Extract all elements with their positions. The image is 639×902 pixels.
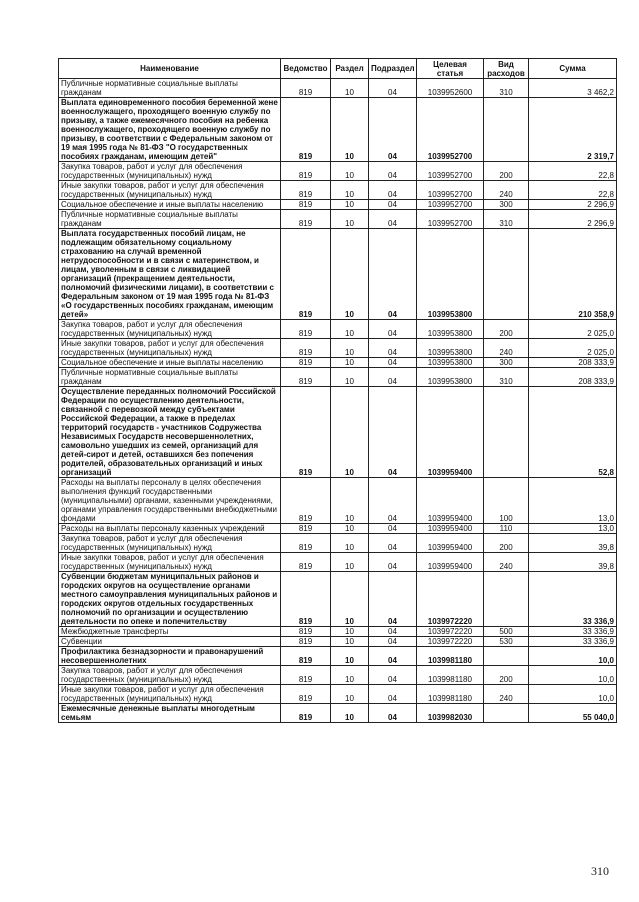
budget-table — [58, 58, 617, 723]
cell-section: 10 — [331, 320, 369, 339]
cell-department: 819 — [281, 637, 331, 647]
cell-sum: 33 336,9 — [529, 637, 617, 647]
cell-section: 10 — [331, 200, 369, 210]
cell-expense-type: 500 — [484, 627, 529, 637]
cell-department: 819 — [281, 685, 331, 704]
cell-sum: 22,8 — [529, 162, 617, 181]
cell-target-article: 1039959400 — [417, 534, 484, 553]
cell-department: 819 — [281, 387, 331, 478]
cell-name: Выплата единовременного пособия беременной жене военнослужащего, проходящего военную службу по призыву, а также ежемесячного пособия на ребенка военнослужащего, проходящего военную службу по призыву, в соответствии с Федеральным законом от 19 мая 1995 года № 81-ФЗ "О государственных пособиях гражданам, имеющим детей" — [59, 98, 281, 162]
cell-expense-type — [484, 647, 529, 666]
cell-name: Выплата государственных пособий лицам, не подлежащим обязательному социальному страхованию на случай временной нетрудоспособности и в связи с материнством, и лицам, уволенным в связи с ликвидацией организаций (прекращением деятельности, полномочий физическими лицами), в соответствии с Федеральным законом от 19 мая 1995 года № 81-ФЗ «О государственных пособиях гражданам, имеющим детей» — [59, 229, 281, 320]
cell-section: 10 — [331, 572, 369, 627]
table-row — [59, 478, 617, 524]
cell-name: Расходы на выплаты персоналу казенных учреждений — [59, 524, 281, 534]
cell-target-article: 1039953800 — [417, 320, 484, 339]
cell-sum: 52,8 — [529, 387, 617, 478]
cell-sum: 33 336,9 — [529, 572, 617, 627]
cell-sum: 22,8 — [529, 181, 617, 200]
header-section: Раздел — [331, 59, 369, 79]
table-row — [59, 572, 617, 627]
cell-department: 819 — [281, 98, 331, 162]
table-row — [59, 229, 617, 320]
cell-department: 819 — [281, 358, 331, 368]
cell-subsection: 04 — [369, 368, 417, 387]
cell-expense-type: 240 — [484, 181, 529, 200]
cell-expense-type: 200 — [484, 534, 529, 553]
cell-sum: 3 462,2 — [529, 79, 617, 98]
table-header-row — [59, 59, 617, 79]
cell-target-article: 1039972220 — [417, 572, 484, 627]
cell-department: 819 — [281, 320, 331, 339]
cell-subsection: 04 — [369, 229, 417, 320]
cell-target-article: 1039953800 — [417, 229, 484, 320]
cell-section: 10 — [331, 79, 369, 98]
cell-sum: 33 336,9 — [529, 627, 617, 637]
cell-section: 10 — [331, 229, 369, 320]
header-expense-type: Вид расходов — [484, 59, 529, 79]
cell-sum: 2 025,0 — [529, 339, 617, 358]
table-row — [59, 524, 617, 534]
table-row — [59, 637, 617, 647]
table-row — [59, 200, 617, 210]
table-row — [59, 181, 617, 200]
table-row — [59, 98, 617, 162]
cell-subsection: 04 — [369, 98, 417, 162]
cell-name: Межбюджетные трансферты — [59, 627, 281, 637]
cell-department: 819 — [281, 572, 331, 627]
cell-target-article: 1039972220 — [417, 637, 484, 647]
cell-expense-type: 110 — [484, 524, 529, 534]
cell-sum: 208 333,9 — [529, 358, 617, 368]
table-row — [59, 210, 617, 229]
cell-sum: 10,0 — [529, 685, 617, 704]
cell-expense-type: 240 — [484, 339, 529, 358]
cell-name: Публичные нормативные социальные выплаты гражданам — [59, 368, 281, 387]
cell-sum: 210 358,9 — [529, 229, 617, 320]
cell-section: 10 — [331, 387, 369, 478]
cell-department: 819 — [281, 210, 331, 229]
header-department: Ведомство — [281, 59, 331, 79]
cell-department: 819 — [281, 79, 331, 98]
cell-sum: 10,0 — [529, 666, 617, 685]
cell-subsection: 04 — [369, 387, 417, 478]
cell-expense-type — [484, 98, 529, 162]
cell-section: 10 — [331, 647, 369, 666]
cell-name: Закупка товаров, работ и услуг для обеспечения государственных (муниципальных) нужд — [59, 162, 281, 181]
cell-subsection: 04 — [369, 320, 417, 339]
cell-target-article: 1039952700 — [417, 210, 484, 229]
cell-target-article: 1039953800 — [417, 339, 484, 358]
table-row — [59, 339, 617, 358]
cell-section: 10 — [331, 358, 369, 368]
cell-expense-type — [484, 572, 529, 627]
cell-target-article: 1039952600 — [417, 79, 484, 98]
cell-section: 10 — [331, 637, 369, 647]
cell-department: 819 — [281, 181, 331, 200]
cell-target-article: 1039953800 — [417, 368, 484, 387]
cell-target-article: 1039953800 — [417, 358, 484, 368]
cell-section: 10 — [331, 534, 369, 553]
cell-section: 10 — [331, 553, 369, 572]
table-row — [59, 627, 617, 637]
cell-name: Закупка товаров, работ и услуг для обеспечения государственных (муниципальных) нужд — [59, 534, 281, 553]
cell-name: Ежемесячные денежные выплаты многодетным семьям — [59, 704, 281, 723]
cell-section: 10 — [331, 524, 369, 534]
cell-sum: 2 296,9 — [529, 210, 617, 229]
header-sum: Сумма — [529, 59, 617, 79]
cell-section: 10 — [331, 666, 369, 685]
cell-sum: 208 333,9 — [529, 368, 617, 387]
cell-expense-type: 240 — [484, 553, 529, 572]
cell-expense-type: 310 — [484, 368, 529, 387]
table-row — [59, 162, 617, 181]
cell-department: 819 — [281, 534, 331, 553]
cell-sum: 2 296,9 — [529, 200, 617, 210]
cell-sum: 2 025,0 — [529, 320, 617, 339]
cell-subsection: 04 — [369, 358, 417, 368]
cell-name: Иные закупки товаров, работ и услуг для обеспечения государственных (муниципальных) нужд — [59, 339, 281, 358]
cell-section: 10 — [331, 98, 369, 162]
cell-subsection: 04 — [369, 666, 417, 685]
cell-name: Расходы на выплаты персоналу в целях обеспечения выполнения функций государственными (муниципальными) органами, казенными учреждениями, органами управления государственными внебюджетными фондами — [59, 478, 281, 524]
cell-name: Профилактика безнадзорности и правонарушений несовершеннолетних — [59, 647, 281, 666]
table-row — [59, 666, 617, 685]
table-row — [59, 368, 617, 387]
cell-subsection: 04 — [369, 647, 417, 666]
table-row — [59, 534, 617, 553]
cell-department: 819 — [281, 704, 331, 723]
cell-department: 819 — [281, 666, 331, 685]
cell-subsection: 04 — [369, 339, 417, 358]
table-row — [59, 320, 617, 339]
cell-section: 10 — [331, 210, 369, 229]
cell-subsection: 04 — [369, 210, 417, 229]
header-subsection: Подраздел — [369, 59, 417, 79]
cell-subsection: 04 — [369, 200, 417, 210]
table-row — [59, 387, 617, 478]
cell-subsection: 04 — [369, 553, 417, 572]
cell-target-article: 1039959400 — [417, 478, 484, 524]
cell-expense-type: 310 — [484, 79, 529, 98]
cell-target-article: 1039952700 — [417, 181, 484, 200]
cell-target-article: 1039952700 — [417, 162, 484, 181]
cell-department: 819 — [281, 229, 331, 320]
cell-subsection: 04 — [369, 572, 417, 627]
cell-sum: 13,0 — [529, 524, 617, 534]
cell-target-article: 1039981180 — [417, 647, 484, 666]
cell-name: Публичные нормативные социальные выплаты гражданам — [59, 79, 281, 98]
cell-target-article: 1039959400 — [417, 553, 484, 572]
cell-expense-type: 200 — [484, 666, 529, 685]
cell-expense-type: 240 — [484, 685, 529, 704]
cell-subsection: 04 — [369, 627, 417, 637]
cell-sum: 13,0 — [529, 478, 617, 524]
cell-department: 819 — [281, 339, 331, 358]
cell-department: 819 — [281, 647, 331, 666]
table-body — [59, 79, 617, 723]
cell-department: 819 — [281, 553, 331, 572]
cell-target-article: 1039959400 — [417, 524, 484, 534]
cell-department: 819 — [281, 368, 331, 387]
cell-department: 819 — [281, 478, 331, 524]
cell-expense-type: 200 — [484, 162, 529, 181]
cell-expense-type: 530 — [484, 637, 529, 647]
cell-subsection: 04 — [369, 79, 417, 98]
cell-section: 10 — [331, 162, 369, 181]
cell-expense-type — [484, 387, 529, 478]
cell-section: 10 — [331, 181, 369, 200]
cell-expense-type — [484, 704, 529, 723]
cell-expense-type: 200 — [484, 320, 529, 339]
cell-target-article: 1039952700 — [417, 200, 484, 210]
cell-name: Субвенции бюджетам муниципальных районов и городских округов на осуществление органами местного самоуправления муниципальных районов и городских округов отдельных государственных полномочий по организации и осуществлению деятельности по опеке и попечительству — [59, 572, 281, 627]
cell-expense-type: 300 — [484, 200, 529, 210]
table-row — [59, 553, 617, 572]
cell-department: 819 — [281, 627, 331, 637]
table-row — [59, 647, 617, 666]
cell-section: 10 — [331, 685, 369, 704]
cell-target-article: 1039982030 — [417, 704, 484, 723]
cell-expense-type: 100 — [484, 478, 529, 524]
cell-department: 819 — [281, 200, 331, 210]
cell-name: Закупка товаров, работ и услуг для обеспечения государственных (муниципальных) нужд — [59, 320, 281, 339]
cell-section: 10 — [331, 339, 369, 358]
cell-subsection: 04 — [369, 162, 417, 181]
header-target-article: Целевая статья — [417, 59, 484, 79]
cell-name: Иные закупки товаров, работ и услуг для обеспечения государственных (муниципальных) нужд — [59, 685, 281, 704]
cell-sum: 55 040,0 — [529, 704, 617, 723]
table-row — [59, 685, 617, 704]
header-name: Наименование — [59, 59, 281, 79]
cell-target-article: 1039981180 — [417, 685, 484, 704]
table-row — [59, 704, 617, 723]
cell-sum: 39,8 — [529, 553, 617, 572]
cell-name: Социальное обеспечение и иные выплаты населению — [59, 200, 281, 210]
cell-name: Осуществление переданных полномочий Российской Федерации по осуществлению деятельности, связанной с перевозкой между субъектами Российской Федерации, а также в пределах территорий государств - участников Содружества Независимых Государств несовершеннолетних, самовольно ушедших из семей, организаций для детей-сирот и детей, оставшихся без попечения родителей, образовательных организаций и иных организаций — [59, 387, 281, 478]
cell-subsection: 04 — [369, 685, 417, 704]
cell-section: 10 — [331, 368, 369, 387]
cell-department: 819 — [281, 162, 331, 181]
cell-section: 10 — [331, 627, 369, 637]
cell-subsection: 04 — [369, 637, 417, 647]
cell-department: 819 — [281, 524, 331, 534]
cell-name: Публичные нормативные социальные выплаты гражданам — [59, 210, 281, 229]
cell-subsection: 04 — [369, 704, 417, 723]
cell-expense-type — [484, 229, 529, 320]
cell-subsection: 04 — [369, 534, 417, 553]
table-row — [59, 79, 617, 98]
cell-name: Иные закупки товаров, работ и услуг для обеспечения государственных (муниципальных) нужд — [59, 181, 281, 200]
cell-target-article: 1039981180 — [417, 666, 484, 685]
table-row — [59, 358, 617, 368]
cell-name: Иные закупки товаров, работ и услуг для обеспечения государственных (муниципальных) нужд — [59, 553, 281, 572]
cell-expense-type: 300 — [484, 358, 529, 368]
cell-sum: 2 319,7 — [529, 98, 617, 162]
page-number: 310 — [591, 864, 609, 878]
cell-sum: 10,0 — [529, 647, 617, 666]
cell-section: 10 — [331, 704, 369, 723]
cell-sum: 39,8 — [529, 534, 617, 553]
cell-section: 10 — [331, 478, 369, 524]
cell-expense-type: 310 — [484, 210, 529, 229]
cell-subsection: 04 — [369, 478, 417, 524]
cell-name: Социальное обеспечение и иные выплаты населению — [59, 358, 281, 368]
cell-name: Субвенции — [59, 637, 281, 647]
cell-name: Закупка товаров, работ и услуг для обеспечения государственных (муниципальных) нужд — [59, 666, 281, 685]
cell-subsection: 04 — [369, 181, 417, 200]
cell-target-article: 1039952700 — [417, 98, 484, 162]
cell-subsection: 04 — [369, 524, 417, 534]
cell-target-article: 1039972220 — [417, 627, 484, 637]
cell-target-article: 1039959400 — [417, 387, 484, 478]
